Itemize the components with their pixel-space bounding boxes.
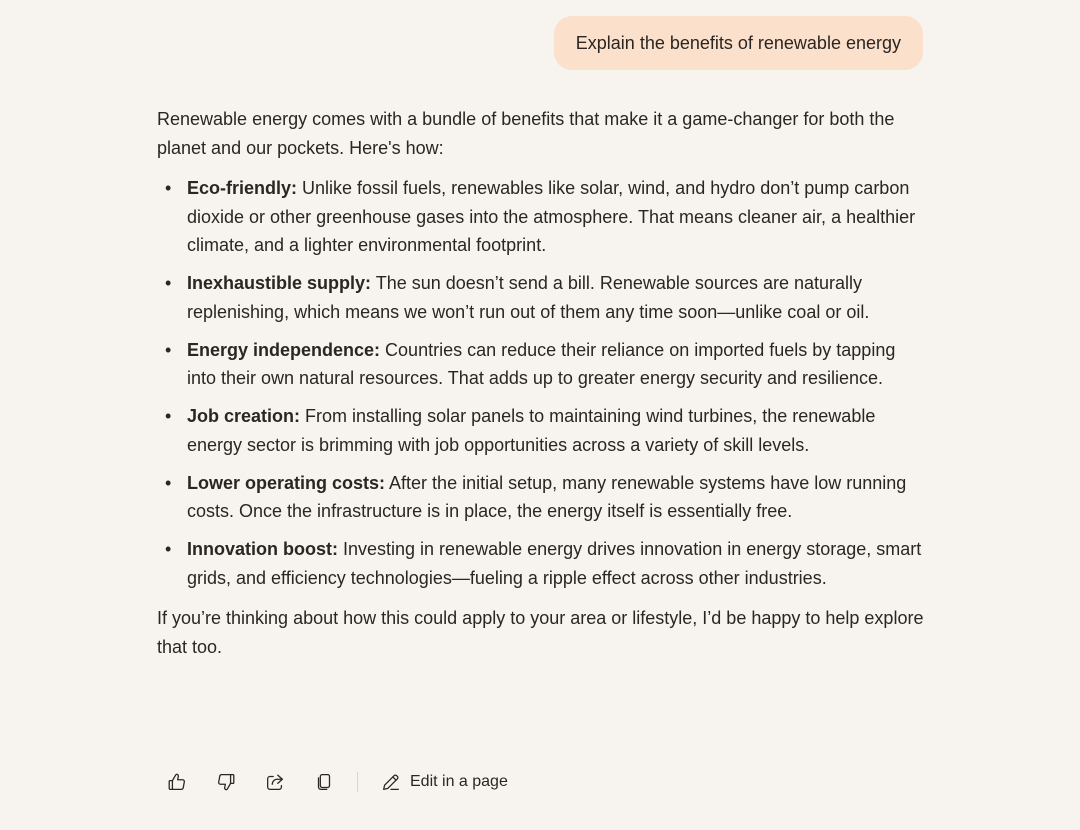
thumbs-up-icon	[166, 771, 188, 793]
bullet-glyph: •	[165, 273, 172, 293]
list-item-title: Lower operating costs:	[187, 472, 386, 493]
response-intro: Renewable energy comes with a bundle of benefits that make it a game-changer for both the planet and our pockets. Here's how:	[157, 109, 895, 158]
assistant-response	[157, 105, 927, 661]
thumbs-down-button[interactable]	[206, 762, 246, 802]
list-item	[157, 269, 927, 326]
list-item	[157, 535, 927, 592]
actions-divider	[357, 772, 358, 792]
user-message-bubble	[554, 16, 923, 70]
copy-icon	[313, 771, 335, 793]
benefits-list	[157, 174, 927, 592]
copy-button[interactable]	[304, 762, 344, 802]
list-item-text: After the initial setup, many renewable systems have low running costs. Once the infrastructure is in place, the energy itself is essentially free.	[187, 472, 907, 521]
bullet-glyph: •	[165, 339, 172, 360]
response-outro: If you’re thinking about how this could apply to your area or lifestyle, I’d be happy to help explore that too.	[157, 608, 924, 657]
list-item-title: Innovation boost:	[187, 539, 338, 559]
list-item	[157, 402, 927, 459]
edit-pen-icon	[380, 771, 402, 793]
list-item-title: Job creation:	[187, 406, 301, 426]
share-icon	[264, 771, 286, 793]
response-actions-bar	[157, 762, 516, 802]
list-item-text: The sun doesn’t send a bill. Renewable sources are naturally replenishing, which means we won’t run out of them any time soon—unlike coal or oil.	[187, 273, 870, 322]
thumbs-up-button[interactable]	[157, 762, 197, 802]
bullet-glyph: •	[165, 178, 172, 198]
share-button[interactable]	[255, 762, 295, 802]
thumbs-down-icon	[215, 771, 237, 793]
user-message-text: Explain the benefits of renewable energy	[575, 32, 901, 53]
list-item-title: Inexhaustible supply:	[187, 273, 372, 293]
list-item	[157, 336, 927, 393]
list-item	[157, 469, 927, 526]
list-item-text: Unlike fossil fuels, renewables like solar, wind, and hydro don’t pump carbon dioxide or other greenhouse gases into the atmosphere. That means cleaner air, a healthier climate, and a lighter environmental footprint.	[187, 178, 916, 255]
list-item-title: Energy independence:	[187, 339, 381, 360]
bullet-glyph: •	[165, 406, 172, 426]
list-item-title: Eco-friendly:	[187, 178, 298, 198]
edit-in-page-button[interactable]	[372, 762, 516, 802]
list-item-text: Countries can reduce their reliance on imported fuels by tapping into their own natural resources. That adds up to greater energy security and resilience.	[187, 339, 896, 388]
bullet-glyph: •	[165, 539, 172, 559]
edit-in-page-label: Edit in a page	[410, 773, 508, 790]
list-item	[157, 174, 927, 260]
list-item-text: Investing in renewable energy drives innovation in energy storage, smart grids, and efficiency technologies—fueling a ripple effect across other industries.	[187, 539, 922, 588]
list-item-text: From installing solar panels to maintaining wind turbines, the renewable energy sector is brimming with job opportunities across a variety of skill levels.	[187, 406, 876, 455]
bullet-glyph: •	[165, 472, 172, 493]
